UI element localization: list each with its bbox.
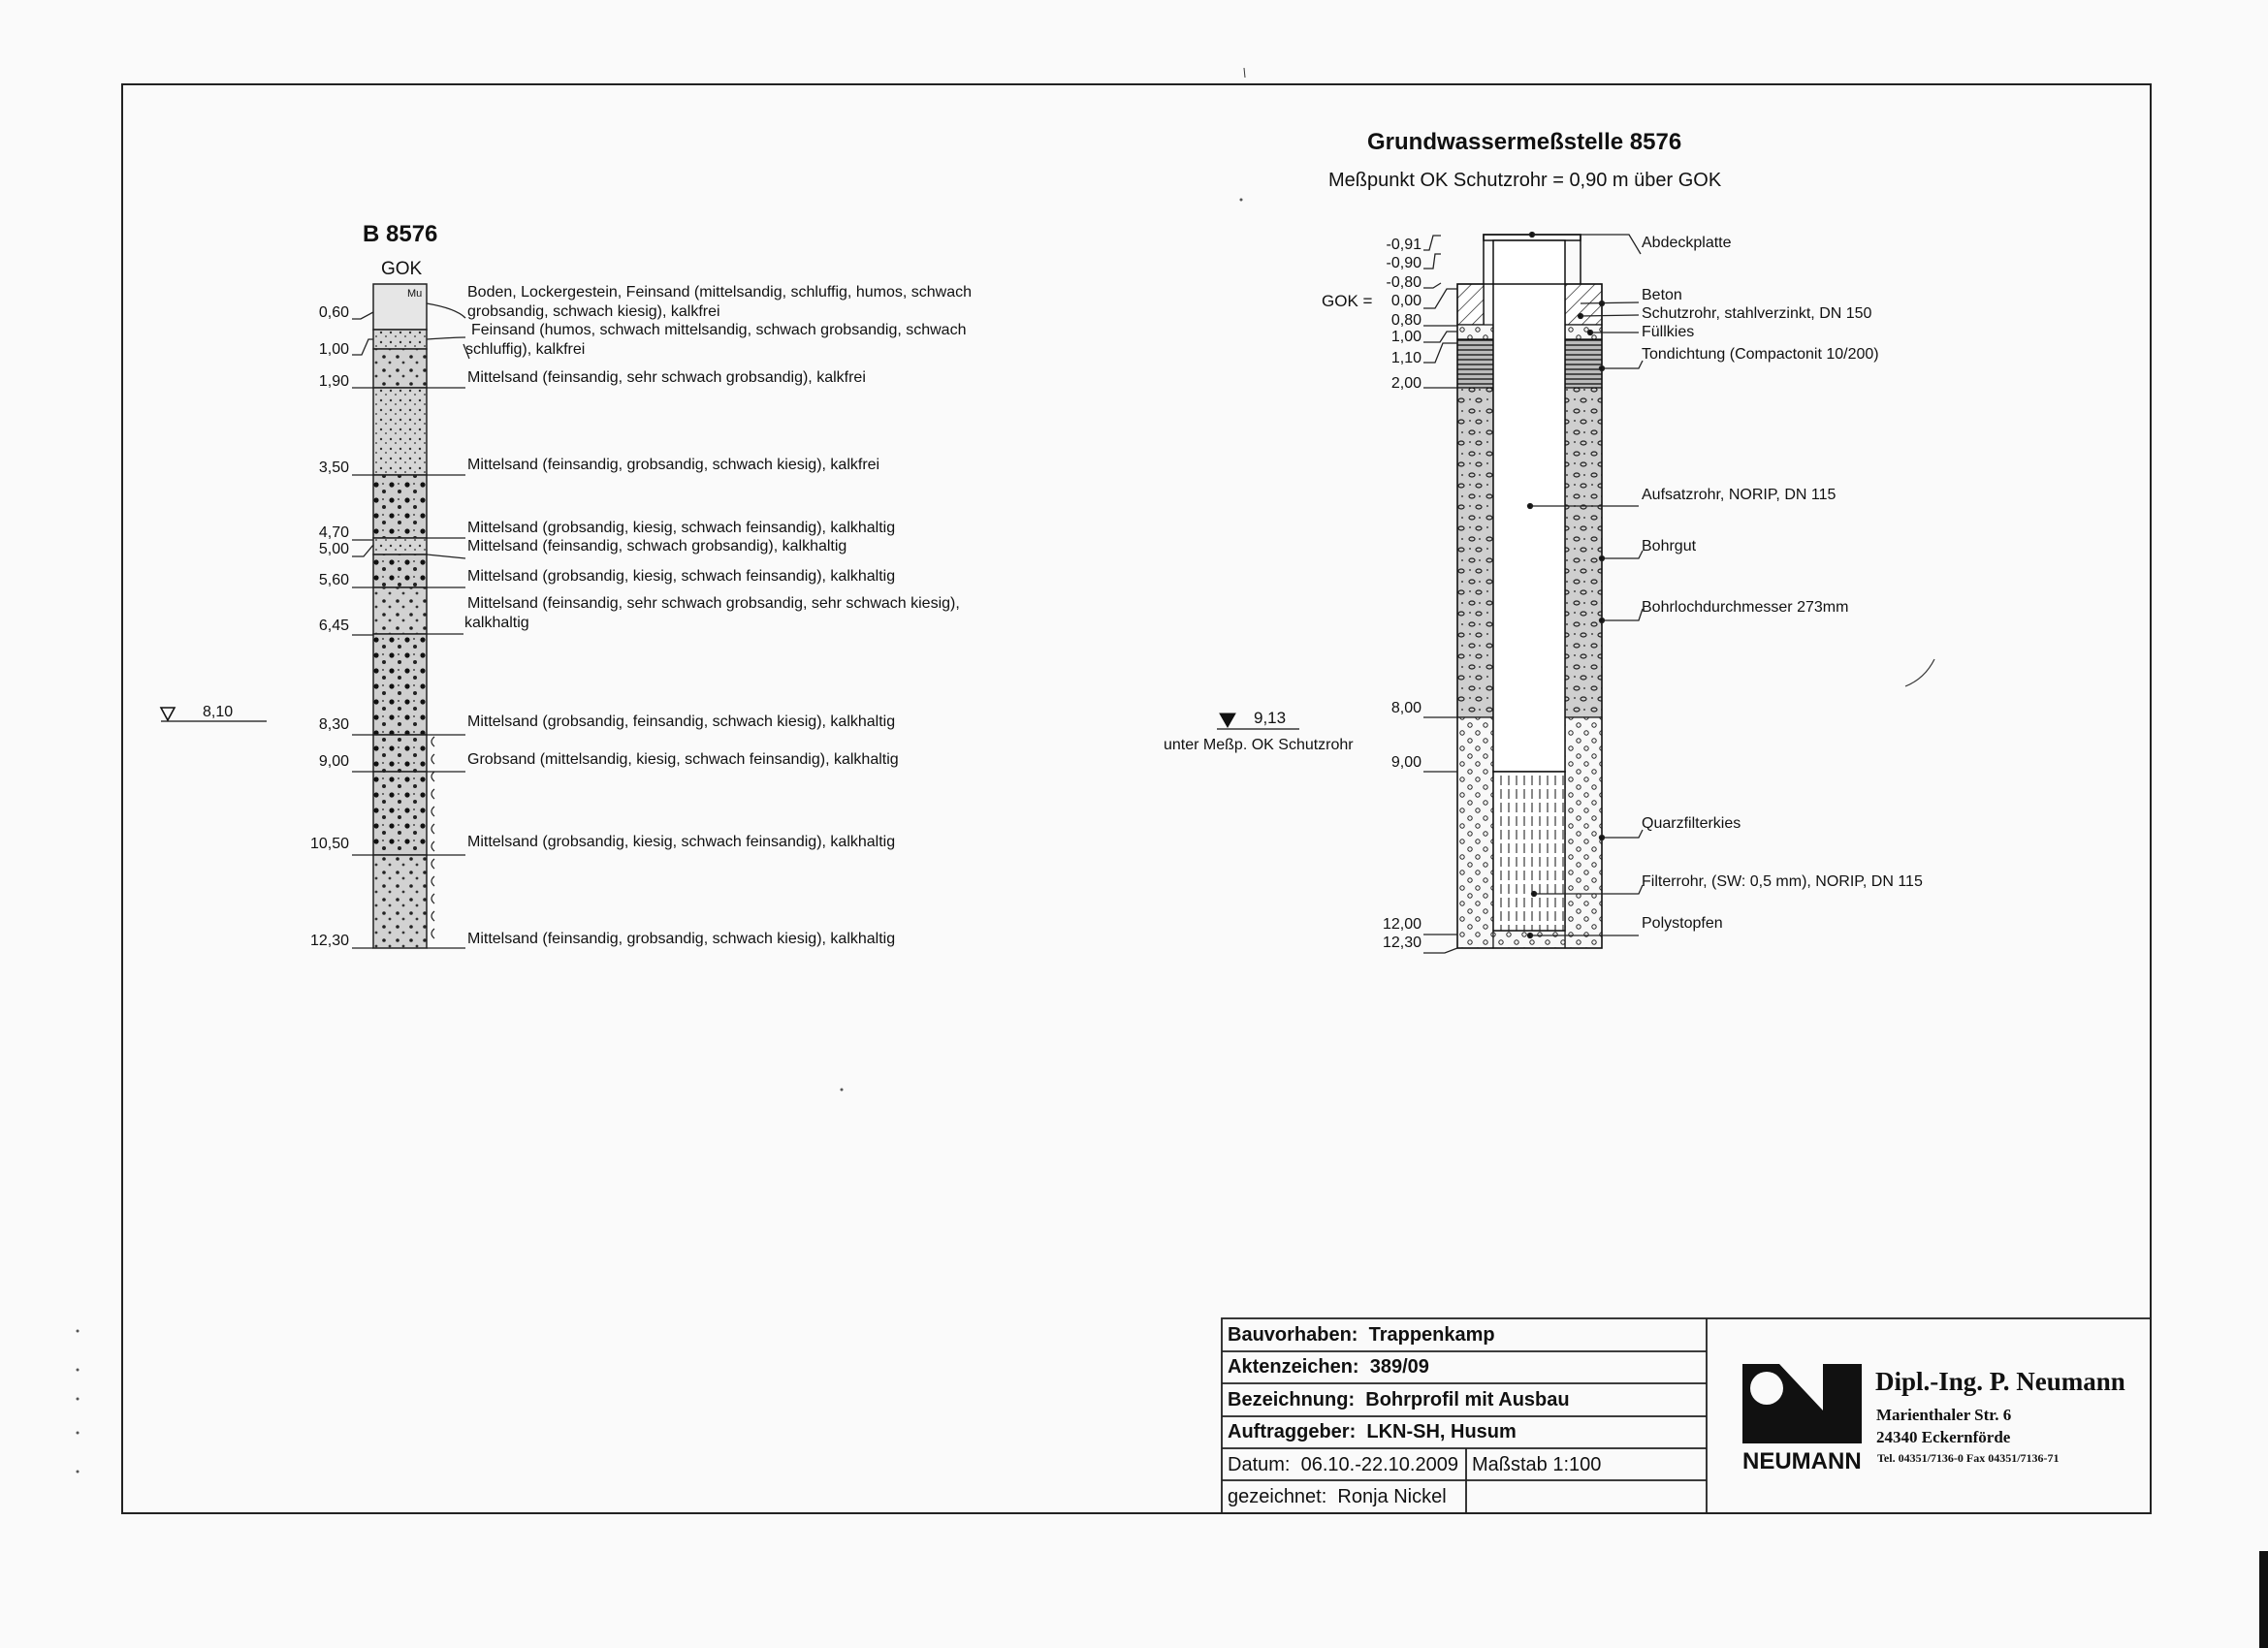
bohrgut-left — [1457, 388, 1493, 717]
layer-830 — [373, 634, 427, 735]
beton-left — [1457, 284, 1484, 325]
well-depth-label: 8,00 — [1390, 700, 1421, 716]
well-depth-label: -0,90 — [1386, 255, 1421, 271]
quarzfilterkies-right — [1565, 717, 1602, 948]
left-depth-label: 9,00 — [318, 753, 349, 770]
left-depth-label: 12,30 — [309, 933, 349, 949]
well-depth-label: 1,10 — [1390, 350, 1421, 366]
well-component-label: Tondichtung (Compactonit 10/200) — [1642, 346, 1879, 363]
layer-description: Feinsand (humos, schwach mittelsandig, schwach grobsandig, schwach — [471, 322, 967, 338]
company-city: 24340 Eckernförde — [1876, 1428, 2011, 1446]
layer-1050 — [373, 772, 427, 855]
left-depth-label: 5,60 — [318, 572, 349, 588]
filterrohr — [1493, 772, 1565, 931]
bore-profile-column — [373, 284, 434, 948]
company-street: Marienthaler Str. 6 — [1876, 1406, 2012, 1424]
tondichtung-left — [1457, 339, 1493, 388]
layer-645 — [373, 587, 427, 634]
layer-description: Mittelsand (grobsandig, kiesig, schwach feinsandig), kalkhaltig — [467, 568, 896, 585]
layer-description: kalkhaltig — [464, 615, 529, 631]
well-depth-label: -0,91 — [1386, 237, 1421, 253]
layer-description: Mittelsand (feinsandig, sehr schwach grobsandig, sehr schwach kiesig), — [467, 595, 960, 612]
layer-description: Mittelsand (feinsandig, grobsandig, schwach kiesig), kalkhaltig — [467, 931, 896, 947]
layer-500 — [373, 538, 427, 555]
layer-190 — [373, 349, 427, 388]
well-depth-label: 0,80 — [1390, 312, 1421, 329]
gok-label: GOK — [381, 259, 423, 279]
left-description-leaders — [427, 303, 469, 948]
well-component-label: Schutzrohr, stahlverzinkt, DN 150 — [1642, 305, 1872, 322]
left-depth-label: 8,30 — [318, 716, 349, 733]
well-component-label: Beton — [1642, 287, 1682, 303]
company-name: Dipl.-Ing. P. Neumann — [1875, 1367, 2125, 1396]
tb-auftraggeber: Auftraggeber: LKN-SH, Husum — [1228, 1421, 1517, 1442]
left-depth-label: 6,45 — [318, 618, 349, 634]
left-depth-label: 3,50 — [318, 460, 349, 476]
well-component-label: Bohrlochdurchmesser 273mm — [1642, 599, 1849, 616]
layer-description: Mittelsand (feinsandig, sehr schwach grobsandig), kalkfrei — [467, 369, 866, 386]
well-subtitle: Meßpunkt OK Schutzrohr = 0,90 m über GOK — [1328, 170, 1722, 191]
bore-title: B 8576 — [363, 221, 438, 247]
well-component-label: Füllkies — [1642, 324, 1695, 340]
well-component-label: Aufsatzrohr, NORIP, DN 115 — [1642, 487, 1837, 503]
well-depth-label: 0,00 — [1390, 293, 1421, 309]
left-depth-label: 0,60 — [318, 304, 349, 321]
bohrgut-right — [1565, 388, 1602, 717]
title-block-grid — [1222, 1318, 2151, 1513]
left-water-level-value: 8,10 — [203, 704, 234, 720]
company-phone: Tel. 04351/7136-0 Fax 04351/7136-71 — [1877, 1451, 2060, 1465]
beton-right — [1565, 284, 1602, 325]
well-component-label: Filterrohr, (SW: 0,5 mm), NORIP, DN 115 — [1642, 873, 1923, 890]
layer-description: Mittelsand (grobsandig, kiesig, schwach feinsandig), kalkhaltig — [467, 520, 896, 536]
left-depth-label: 5,00 — [318, 541, 349, 557]
fuellkies-left — [1457, 325, 1493, 339]
well-title: Grundwassermeßstelle 8576 — [1367, 129, 1682, 155]
well-component-label: Abdeckplatte — [1642, 235, 1732, 251]
quarzfilterkies-left — [1457, 717, 1493, 948]
tondichtung-right — [1565, 339, 1602, 388]
layer-description: Boden, Lockergestein, Feinsand (mittelsandig, schluffig, humos, schwach — [467, 284, 972, 301]
well-depth-label: 12,00 — [1382, 916, 1421, 933]
well-depth-label: -0,80 — [1386, 274, 1421, 291]
layer-description: grobsandig, schwach kiesig), kalkfrei — [467, 303, 720, 320]
well-construction — [1457, 235, 1602, 948]
right-water-level-note: unter Meßp. OK Schutzrohr — [1164, 737, 1354, 753]
tb-bauvorhaben: Bauvorhaben: Trappenkamp — [1228, 1324, 1495, 1346]
svg-text:Mu: Mu — [407, 288, 423, 300]
layer-560 — [373, 555, 427, 587]
well-depth-label: 1,00 — [1390, 329, 1421, 345]
well-depth-label: 12,30 — [1382, 935, 1421, 951]
logo-text: NEUMANN — [1742, 1448, 1862, 1474]
left-depth-label: 1,90 — [318, 373, 349, 390]
well-component-label: Polystopfen — [1642, 915, 1723, 932]
well-depth-label: 9,00 — [1390, 754, 1421, 771]
layer-470 — [373, 475, 427, 538]
layer-1230 — [373, 855, 427, 948]
gok-equals-label: GOK = — [1322, 292, 1373, 310]
well-component-label: Quarzfilterkies — [1642, 815, 1741, 832]
left-depth-label: 4,70 — [318, 524, 349, 541]
tb-massstab: Maßstab 1:100 — [1472, 1454, 1602, 1475]
tb-datum: Datum: 06.10.-22.10.2009 — [1228, 1454, 1458, 1475]
layer-description: Mittelsand (feinsandig, schwach grobsandig), kalkhaltig — [467, 538, 847, 555]
tb-aktenzeichen: Aktenzeichen: 389/09 — [1228, 1356, 1429, 1378]
left-depth-label: 10,50 — [309, 836, 349, 852]
left-depth-ticks — [352, 312, 373, 948]
well-component-label: Bohrgut — [1642, 538, 1697, 555]
layer-900 — [373, 735, 427, 772]
well-depth-label: 2,00 — [1390, 375, 1421, 392]
tb-gezeichnet: gezeichnet: Ronja Nickel — [1228, 1486, 1447, 1507]
layer-description: Mittelsand (feinsandig, grobsandig, schwach kiesig), kalkfrei — [467, 457, 880, 473]
layer-350 — [373, 388, 427, 475]
left-depth-label: 1,00 — [318, 341, 349, 358]
right-water-level-value: 9,13 — [1254, 709, 1287, 727]
layer-description: schluffig), kalkfrei — [465, 341, 586, 358]
layer-description: Mittelsand (grobsandig, kiesig, schwach feinsandig), kalkhaltig — [467, 834, 896, 850]
layer-description: Mittelsand (grobsandig, feinsandig, schwach kiesig), kalkhaltig — [467, 713, 896, 730]
layer-feinsand — [373, 330, 427, 349]
neumann-logo — [1742, 1364, 1862, 1443]
layer-description: Grobsand (mittelsandig, kiesig, schwach feinsandig), kalkhaltig — [467, 751, 899, 768]
calcareous-markers — [431, 737, 434, 938]
tb-bezeichnung: Bezeichnung: Bohrprofil mit Ausbau — [1228, 1389, 1570, 1410]
right-depth-ticks — [1423, 236, 1457, 953]
